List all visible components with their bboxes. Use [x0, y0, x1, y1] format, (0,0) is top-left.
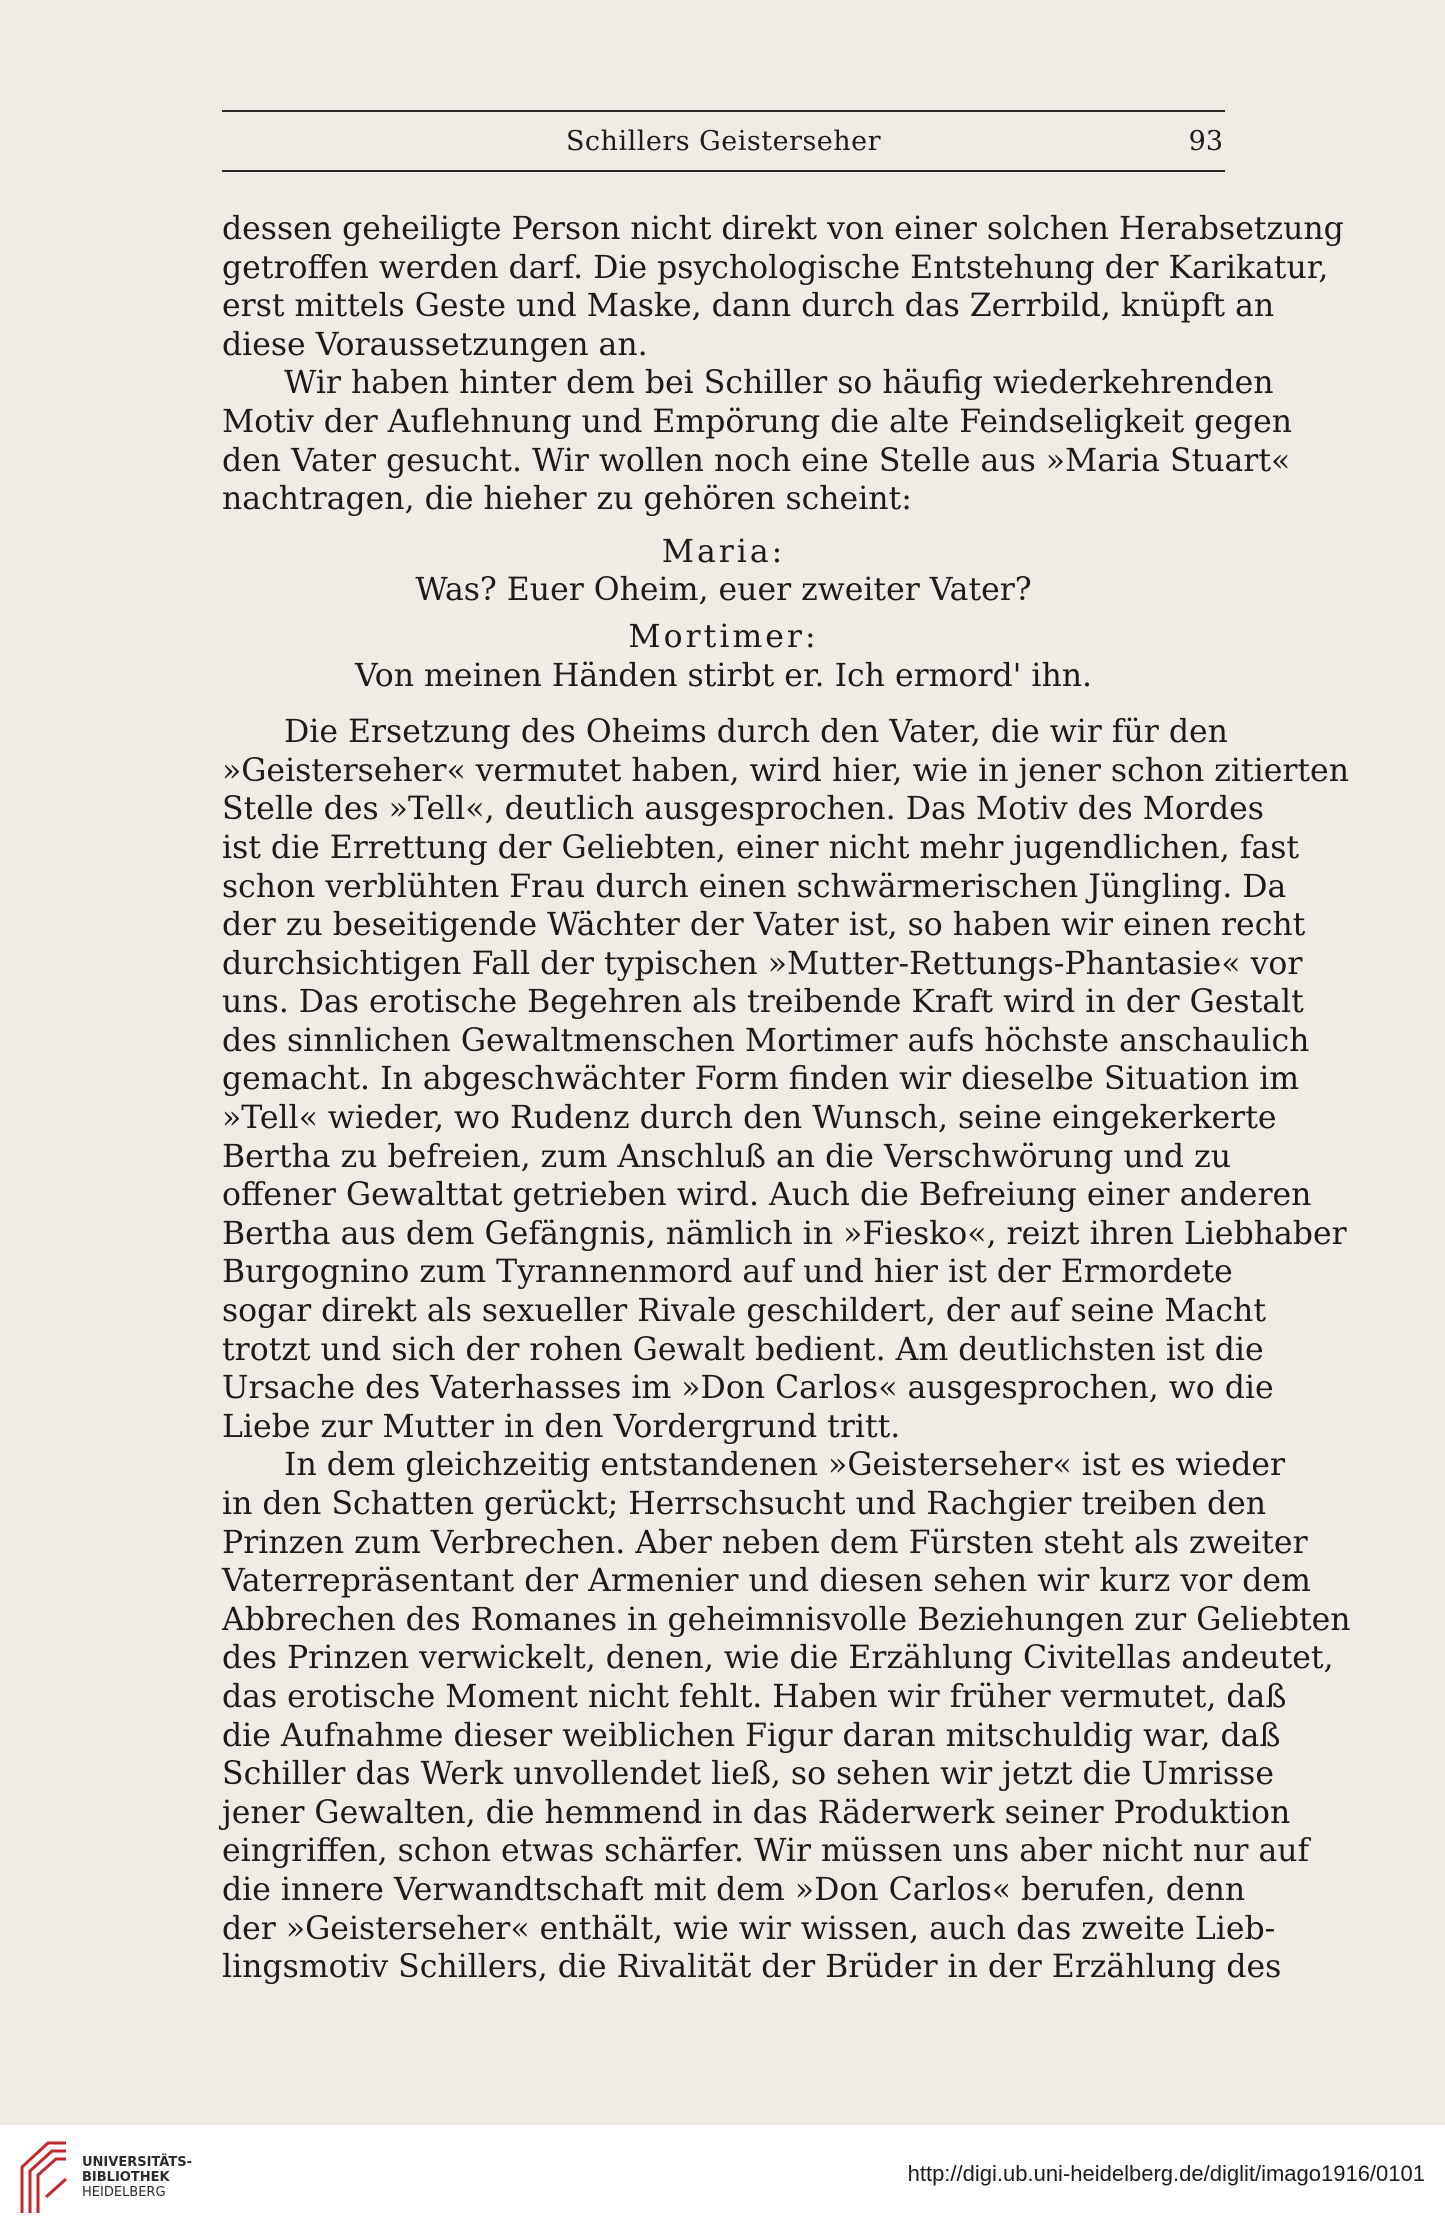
text-line: trotzt und sich der rohen Gewalt bedient. Am deutlichsten ist die — [222, 1331, 1264, 1368]
text-line: erst mittels Geste und Maske, dann durch das Zerrbild, knüpft an — [222, 288, 1275, 325]
paragraph-4 — [222, 1446, 1351, 1986]
paragraph-1 — [222, 210, 1344, 364]
verse-quote — [222, 533, 1225, 695]
library-name — [82, 2155, 192, 2200]
text-line: Bertha aus dem Gefängnis, nämlich in »Fiesko«, reizt ihren Liebhaber — [222, 1215, 1347, 1252]
text-line: Burgognino zum Tyrannenmord auf und hier ist der Ermordete — [222, 1254, 1233, 1291]
library-name-line: UNIVERSITÄTS- — [82, 2155, 192, 2170]
quote-speaker: Maria: — [661, 533, 786, 570]
digitization-footer — [0, 2125, 1445, 2234]
text-line: dessen geheiligte Person nicht direkt von einer solchen Herabsetzung — [222, 211, 1344, 247]
body-text — [222, 210, 1351, 1987]
text-line: der zu beseitigende Wächter der Vater ist, so haben wir einen recht — [222, 907, 1306, 944]
text-line: »Geisterseher« vermutet haben, wird hier, wie in jener schon zitierten — [222, 752, 1349, 789]
quote-line: Was? Euer Oheim, euer zweiter Vater? — [415, 572, 1032, 609]
text-line: sogar direkt als sexueller Rivale geschildert, der auf seine Macht — [222, 1293, 1266, 1330]
text-line: die innere Verwandtschaft mit dem »Don Carlos« berufen, denn — [222, 1871, 1246, 1908]
quote-line: Von meinen Händen stirbt er. Ich ermord' ihn. — [354, 657, 1093, 694]
library-name-line: BIBLIOTHEK — [82, 2170, 170, 2185]
text-line: nachtragen, die hieher zu gehören scheint: — [222, 481, 912, 518]
text-line: eingriffen, schon etwas schärfer. Wir müssen uns aber nicht nur auf — [222, 1833, 1310, 1870]
text-line: den Vater gesucht. Wir wollen noch eine Stelle aus »Maria Stuart« — [222, 442, 1291, 479]
text-line: ist die Errettung der Geliebten, einer nicht mehr jugendlichen, fast — [222, 829, 1300, 866]
text-line: diese Voraussetzungen an. — [222, 326, 648, 363]
text-line: jener Gewalten, die hemmend in das Räderwerk seiner Produktion — [222, 1794, 1291, 1831]
text-line: In dem gleichzeitig entstandenen »Geisterseher« ist es wieder — [284, 1447, 1286, 1484]
text-line: Liebe zur Mutter in den Vordergrund tritt. — [222, 1408, 901, 1445]
text-line: gemacht. In abgeschwächter Form finden wir dieselbe Situation im — [222, 1061, 1300, 1098]
text-line: durchsichtigen Fall der typischen »Mutter-Rettungs-Phantasie« vor — [222, 945, 1303, 982]
text-line: das erotische Moment nicht fehlt. Haben wir früher vermutet, daß — [222, 1678, 1287, 1715]
text-line: Ursache des Vaterhasses im »Don Carlos« ausgesprochen, wo die — [222, 1370, 1274, 1407]
text-line: Bertha zu befreien, zum Anschluß an die Verschwörung und zu — [222, 1138, 1231, 1175]
text-line: Prinzen zum Verbrechen. Aber neben dem Fürsten steht als zweiter — [222, 1524, 1308, 1561]
ub-heidelberg-logo-icon — [18, 2137, 70, 2217]
running-title: Schillers Geisterseher — [565, 126, 882, 157]
paragraph-3 — [222, 713, 1349, 1446]
text-line: Motiv der Auflehnung und Empörung die alte Feindseligkeit gegen — [222, 403, 1293, 440]
text-line: lingsmotiv Schillers, die Rivalität der Brüder in der Erzählung des — [222, 1949, 1282, 1986]
text-line: Die Ersetzung des Oheims durch den Vater, die wir für den — [284, 714, 1228, 751]
text-line: die Aufnahme dieser weiblichen Figur daran mitschuldig war, daß — [222, 1717, 1281, 1754]
page-number: 93 — [1188, 126, 1223, 157]
text-line: Schiller das Werk unvollendet ließ, so sehen wir jetzt die Umrisse — [222, 1756, 1274, 1793]
text-line: schon verblühten Frau durch einen schwärmerischen Jüngling. Da — [222, 868, 1287, 905]
text-line: uns. Das erotische Begehren als treibende Kraft wird in der Gestalt — [222, 984, 1304, 1021]
quote-speaker: Mortimer: — [628, 618, 819, 655]
text-line: offener Gewalttat getrieben wird. Auch die Befreiung einer anderen — [222, 1177, 1312, 1214]
running-header — [222, 110, 1225, 172]
text-line: »Tell« wieder, wo Rudenz durch den Wunsch, seine eingekerkerte — [222, 1100, 1277, 1137]
text-line: getroffen werden darf. Die psychologische Entstehung der Karikatur, — [222, 249, 1329, 286]
text-line: des sinnlichen Gewaltmenschen Mortimer aufs höchste anschaulich — [222, 1022, 1310, 1059]
text-line: in den Schatten gerückt; Herrschsucht und Rachgier treiben den — [222, 1486, 1267, 1522]
text-line: des Prinzen verwickelt, denen, wie die Erzählung Civitellas andeutet, — [222, 1640, 1334, 1677]
text-line: Stelle des »Tell«, deutlich ausgesprochen. Das Motiv des Mordes — [222, 791, 1264, 828]
text-line: Wir haben hinter dem bei Schiller so häufig wiederkehrenden — [284, 365, 1274, 402]
text-line: Vaterrepräsentant der Armenier und diesen sehen wir kurz vor dem — [222, 1563, 1311, 1600]
source-url-link[interactable]: http://digi.ub.uni-heidelberg.de/diglit/imago1916/0101 — [907, 2161, 1425, 2186]
text-line: der »Geisterseher« enthält, wie wir wissen, auch das zweite Lieb- — [222, 1910, 1276, 1947]
library-name-line: HEIDELBERG — [82, 2185, 166, 2200]
text-line: Abbrechen des Romanes in geheimnisvolle Beziehungen zur Geliebten — [222, 1601, 1351, 1638]
paragraph-2 — [222, 364, 1293, 518]
